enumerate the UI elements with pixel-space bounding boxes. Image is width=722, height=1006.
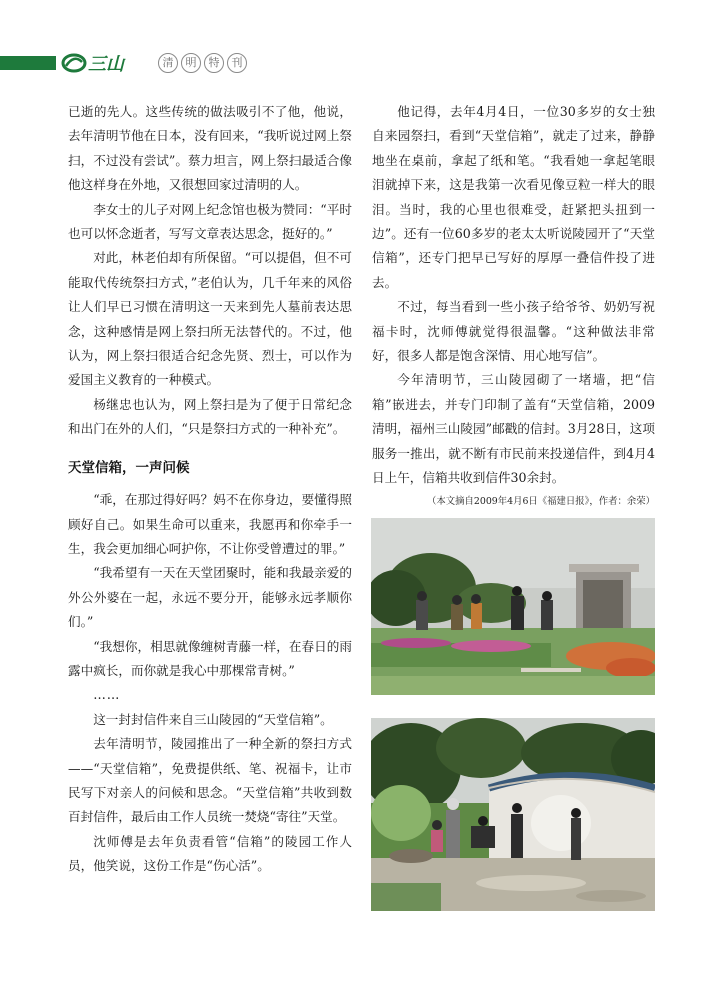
section-heading: 天堂信箱，一声问候: [68, 459, 190, 476]
paragraph: 已逝的先人。这些传统的做法吸引不了他，他说，去年清明节他在日本，没有回来，“我听说过网上祭扫，不过没有尝试”。蔡力坦言，网上祭扫最适合像他这样身在外地，又很想回家过清明的人。: [68, 104, 352, 193]
sanshan-logo: [60, 50, 150, 76]
magazine-header: [0, 50, 722, 76]
paragraph: 他记得，去年4月4日，一位30多岁的女士独自来园祭扫，看到“天堂信箱”，就走了过来，静静地坐在桌前，拿起了纸和笔。“我看她一拿起笔眼泪就掉下来，这是我第一次看见像豆粒一样大的眼泪。当时，我的心里也很难受，赶紧把头扭到一边”。还有一位60多岁的老太太听说陵园开了“天堂信箱”，还专门把早已写好的厚厚一叠信件投了进去。: [372, 104, 655, 290]
paragraph: 李女士的儿子对网上纪念馆也极为赞同：“平时也可以怀念逝者，写写文章表达思念，挺好的。”: [68, 201, 352, 242]
letter-quote: “我希望有一天在天堂团聚时，能和我最亲爱的外公外婆在一起，永远不要分开，能够永远孝顺你们。”: [68, 565, 352, 630]
paragraph: 对此，林老伯却有所保留。“可以提倡，但不可能取代传统祭扫方式，”老伯认为，几千年来的风俗让人们早已习惯在清明这一天来到先人墓前表达思念，这种感情是网上祭扫所无法替代的。不过，他认为，网上祭扫很适合纪念先贤、烈士，可以作为爱国主义教育的一种模式。: [68, 250, 352, 388]
ellipsis: ……: [93, 687, 121, 703]
paragraph: 今年清明节，三山陵园砌了一堵墙，把“信箱”嵌进去，并专门印制了盖有“天堂信箱，2009清明，福州三山陵园”邮戳的信封。3月28日，这项服务一推出，就不断有市民前来投递信件，到4月4日上午，信箱共收到信件30余封。: [372, 372, 655, 486]
letter-quote: “乖，在那过得好吗？妈不在你身边，要懂得照顾好自己。如果生命可以重来，我愿再和你牵手一生，我会更加细心呵护你，不让你受曾遭过的罪。”: [68, 492, 352, 556]
header-color-bar: [0, 56, 56, 70]
source-credit: （本文摘自2009年4月6日《福建日报》，作者：余荣）: [427, 495, 655, 507]
cemetery-garden-photo: [371, 518, 655, 695]
paragraph: 这一封封信件来自三山陵园的“天堂信箱”。: [93, 711, 333, 727]
heaven-letterbox-wall-photo: [371, 718, 655, 911]
header-title-char: 清: [158, 53, 178, 73]
header-title-char: 刊: [227, 53, 247, 73]
header-title-char: 特: [204, 53, 224, 73]
header-title-char: 明: [181, 53, 201, 73]
paragraph: 杨继忠也认为，网上祭扫是为了便于日常纪念和出门在外的人们，“只是祭扫方式的一种补充”。: [68, 396, 352, 437]
left-column: [68, 100, 352, 879]
paragraph: 不过，每当看到一些小孩子给爷爷、奶奶写祝福卡时，沈师傅就觉得很温馨。“这种做法非常好，很多人都是饱含深情、用心地写信”。: [372, 299, 655, 364]
paragraph: 沈师傅是去年负责看管“信箱”的陵园工作人员，他笑说，这份工作是“伤心活”。: [68, 833, 352, 874]
letter-quote: “我想你，相思就像缠树青藤一样，在春日的雨露中疯长，而你就是我心中那棵常青树。”: [68, 638, 352, 678]
right-column: [372, 100, 655, 511]
header-title: [158, 53, 247, 73]
svg-text:三山: 三山: [88, 54, 124, 75]
paragraph: 去年清明节，陵园推出了一种全新的祭扫方式——“天堂信箱”，免费提供纸、笔、祝福卡，让市民写下对亲人的问候和思念。“天堂信箱”共收到数百封信件，最后由工作人员统一焚烧“寄往”天堂。: [68, 736, 352, 825]
